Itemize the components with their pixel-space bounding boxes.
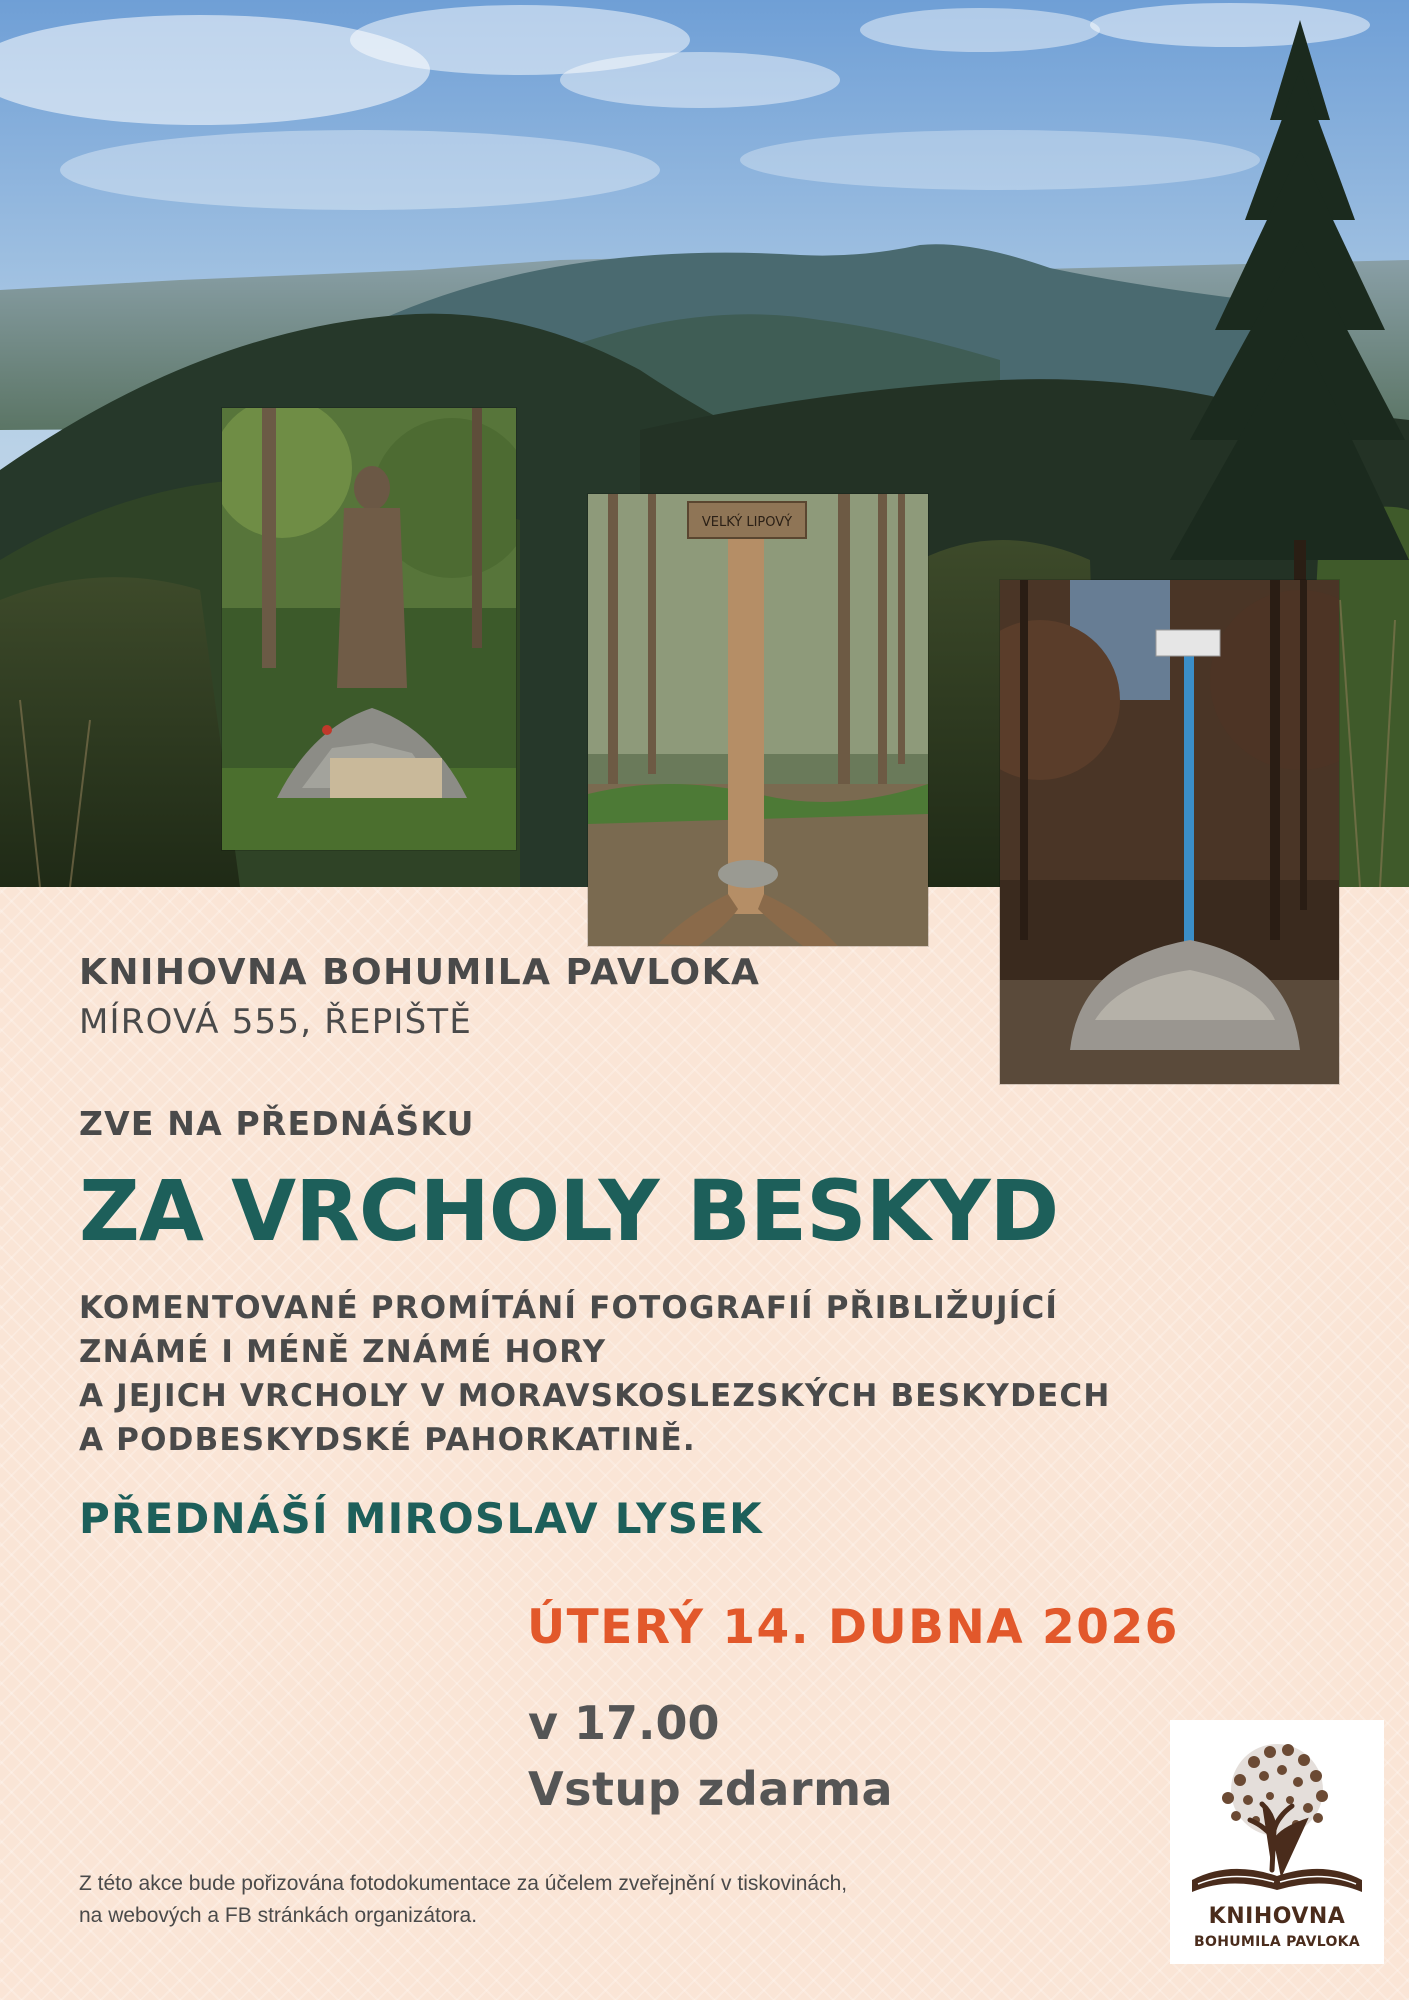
event-title: ZA VRCHOLY BESKYD	[79, 1162, 1059, 1260]
notice-line: na webových a FB stránkách organizátora.	[79, 1904, 478, 1927]
description-line: ZNÁMÉ I MÉNĚ ZNÁMÉ HORY	[79, 1334, 607, 1370]
library-logo	[1170, 1720, 1384, 1964]
event-time: v 17.00	[528, 1696, 720, 1750]
admission-note: Vstup zdarma	[528, 1762, 894, 1816]
library-address: MÍROVÁ 555, ŘEPIŠTĚ	[79, 1002, 473, 1042]
description-line: A PODBESKYDSKÉ PAHORKATINĚ.	[79, 1422, 696, 1458]
event-description	[79, 1286, 1111, 1462]
logo-subtitle: BOHUMILA PAVLOKA	[1194, 1934, 1360, 1950]
statue-photo	[222, 408, 516, 850]
photo-documentation-notice	[79, 1868, 847, 1932]
logo-name: KNIHOVNA	[1208, 1904, 1346, 1929]
signpost-label: VELKÝ LIPOVÝ	[701, 515, 793, 530]
event-date: ÚTERÝ 14. DUBNA 2026	[527, 1600, 1179, 1655]
description-line: A JEJICH VRCHOLY V MORAVSKOSLEZSKÝCH BESKYDECH	[79, 1378, 1111, 1414]
notice-line: Z této akce bude pořizována fotodokumentace za účelem zveřejnění v tiskovinách,	[79, 1872, 848, 1895]
summit-pole-photo	[1000, 580, 1339, 1084]
speaker-line: PŘEDNÁŠÍ MIROSLAV LYSEK	[79, 1494, 763, 1543]
tree-book-icon	[1170, 1720, 1384, 1904]
library-name: KNIHOVNA BOHUMILA PAVLOKA	[79, 952, 761, 993]
signpost-photo	[588, 494, 928, 946]
description-line: KOMENTOVANÉ PROMÍTÁNÍ FOTOGRAFIÍ PŘIBLIŽUJÍCÍ	[79, 1290, 1059, 1326]
invite-line: ZVE NA PŘEDNÁŠKU	[79, 1104, 475, 1143]
